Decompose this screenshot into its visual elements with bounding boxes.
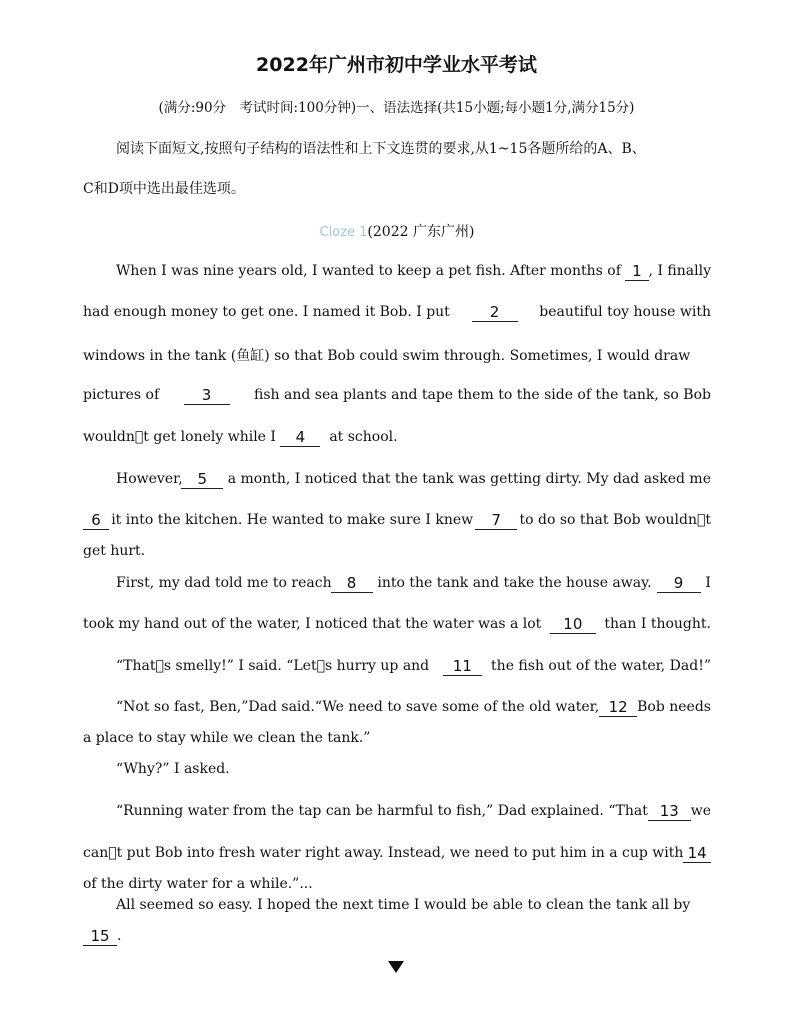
text-segment: , I finally: [648, 263, 711, 279]
text-segment: beautiful toy house with: [539, 304, 711, 320]
blank-7[interactable]: 7: [475, 512, 517, 530]
blank-6[interactable]: 6: [83, 512, 109, 530]
text-segment: Bob needs: [637, 699, 711, 715]
passage-line: [83, 897, 711, 913]
passage-line: [83, 263, 711, 281]
blank-4[interactable]: 4: [280, 429, 320, 447]
passage-line: [83, 345, 711, 365]
passage-line: [83, 658, 711, 676]
text-segment: into the tank and take the house away.: [377, 575, 652, 591]
passage-line: [83, 730, 711, 746]
text-segment: than I thought.: [604, 616, 711, 632]
passage-line: [83, 387, 711, 405]
text-segment: can t put Bob into fresh water right away. Instead, we need to put him in a cup with: [83, 845, 684, 861]
blank-9[interactable]: 9: [657, 575, 701, 593]
blank-12[interactable]: 12: [599, 699, 637, 717]
text-segment: “Running water from the tap can be harmful to fish,” Dad explained. “That: [116, 803, 648, 819]
instructions-text-2: C和D项中选出最佳选项。: [83, 181, 245, 197]
text-segment: “Why?” I asked.: [116, 761, 230, 777]
text-segment: However,: [116, 471, 183, 487]
text-segment: I: [705, 575, 711, 591]
blank-1[interactable]: 1: [625, 263, 648, 281]
text-segment: windows in the tank (鱼缸) so that Bob could swim through. Sometimes, I would draw: [83, 348, 691, 364]
down-triangle-icon[interactable]: [388, 961, 404, 973]
passage-line: [83, 616, 711, 634]
text-segment: All seemed so easy. I hoped the next time I would be able to clean the tank all by: [116, 897, 691, 913]
text-segment: wouldn t get lonely while I: [83, 429, 276, 445]
passage-line: [83, 845, 711, 863]
blank-13[interactable]: 13: [648, 803, 691, 821]
blank-14[interactable]: 14: [683, 845, 711, 863]
blank-11[interactable]: 11: [443, 658, 483, 676]
instructions-text-1: 阅读下面短文,按照句子结构的语法性和上下文连贯的要求,从1~15各题所给的A、B、: [116, 141, 646, 157]
passage-line: [83, 928, 711, 946]
text-segment: it into the kitchen. He wanted to make sure I knew: [111, 512, 474, 528]
text-segment: When I was nine years old, I wanted to keep a pet fish. After months of: [116, 263, 621, 279]
passage-line: [83, 543, 711, 559]
blank-5[interactable]: 5: [181, 471, 223, 489]
passage-line: [83, 575, 711, 593]
page-title: 2022年广州市初中学业水平考试: [256, 54, 537, 76]
passage-line: [83, 803, 711, 821]
blank-3[interactable]: 3: [184, 387, 230, 405]
cloze-heading: [83, 221, 711, 241]
text-segment: the fish out of the water, Dad!”: [491, 658, 711, 674]
text-segment: “That s smelly!” I said. “Let s hurry up and: [116, 658, 430, 674]
blank-15[interactable]: 15: [83, 928, 117, 946]
cloze-source-tail: (2022 广东广州): [367, 224, 475, 240]
passage-line: [83, 304, 711, 322]
text-segment: First, my dad told me to reach: [116, 575, 332, 591]
text-segment: of the dirty water for a while.”...: [83, 876, 313, 892]
passage-line: [83, 512, 711, 530]
text-segment: had enough money to get one. I named it Bob. I put: [83, 304, 450, 320]
text-segment: get hurt.: [83, 543, 146, 559]
text-segment: .: [117, 928, 122, 944]
passage-line: [83, 471, 711, 489]
passage-line: [83, 699, 711, 717]
passage-line: [83, 429, 711, 447]
blank-10[interactable]: 10: [550, 616, 595, 634]
text-segment: fish and sea plants and tape them to the side of the tank, so Bob: [254, 387, 711, 403]
exam-subtitle: (满分:90分 考试时间:100分钟)一、语法选择(共15小题;每小题1分,满分15分): [158, 100, 635, 116]
text-segment: pictures of: [83, 387, 160, 403]
blank-2[interactable]: 2: [472, 304, 518, 322]
text-segment: a month, I noticed that the tank was getting dirty. My dad asked me: [227, 471, 711, 487]
instructions-line-2: [83, 178, 711, 198]
cloze-source-link[interactable]: Cloze 1: [319, 225, 368, 240]
blank-8[interactable]: 8: [331, 575, 373, 593]
text-segment: took my hand out of the water, I noticed that the water was a lot: [83, 616, 542, 632]
text-segment: a place to stay while we clean the tank.”: [83, 730, 371, 746]
text-segment: we: [690, 803, 711, 819]
instructions-line-1: [83, 138, 711, 158]
passage-line: [83, 876, 711, 892]
text-segment: to do so that Bob wouldn t: [519, 512, 711, 528]
text-segment: “Not so fast, Ben,”Dad said.“We need to save some of the old water,: [116, 699, 600, 715]
text-segment: at school.: [329, 429, 398, 445]
passage-line: [83, 761, 711, 777]
